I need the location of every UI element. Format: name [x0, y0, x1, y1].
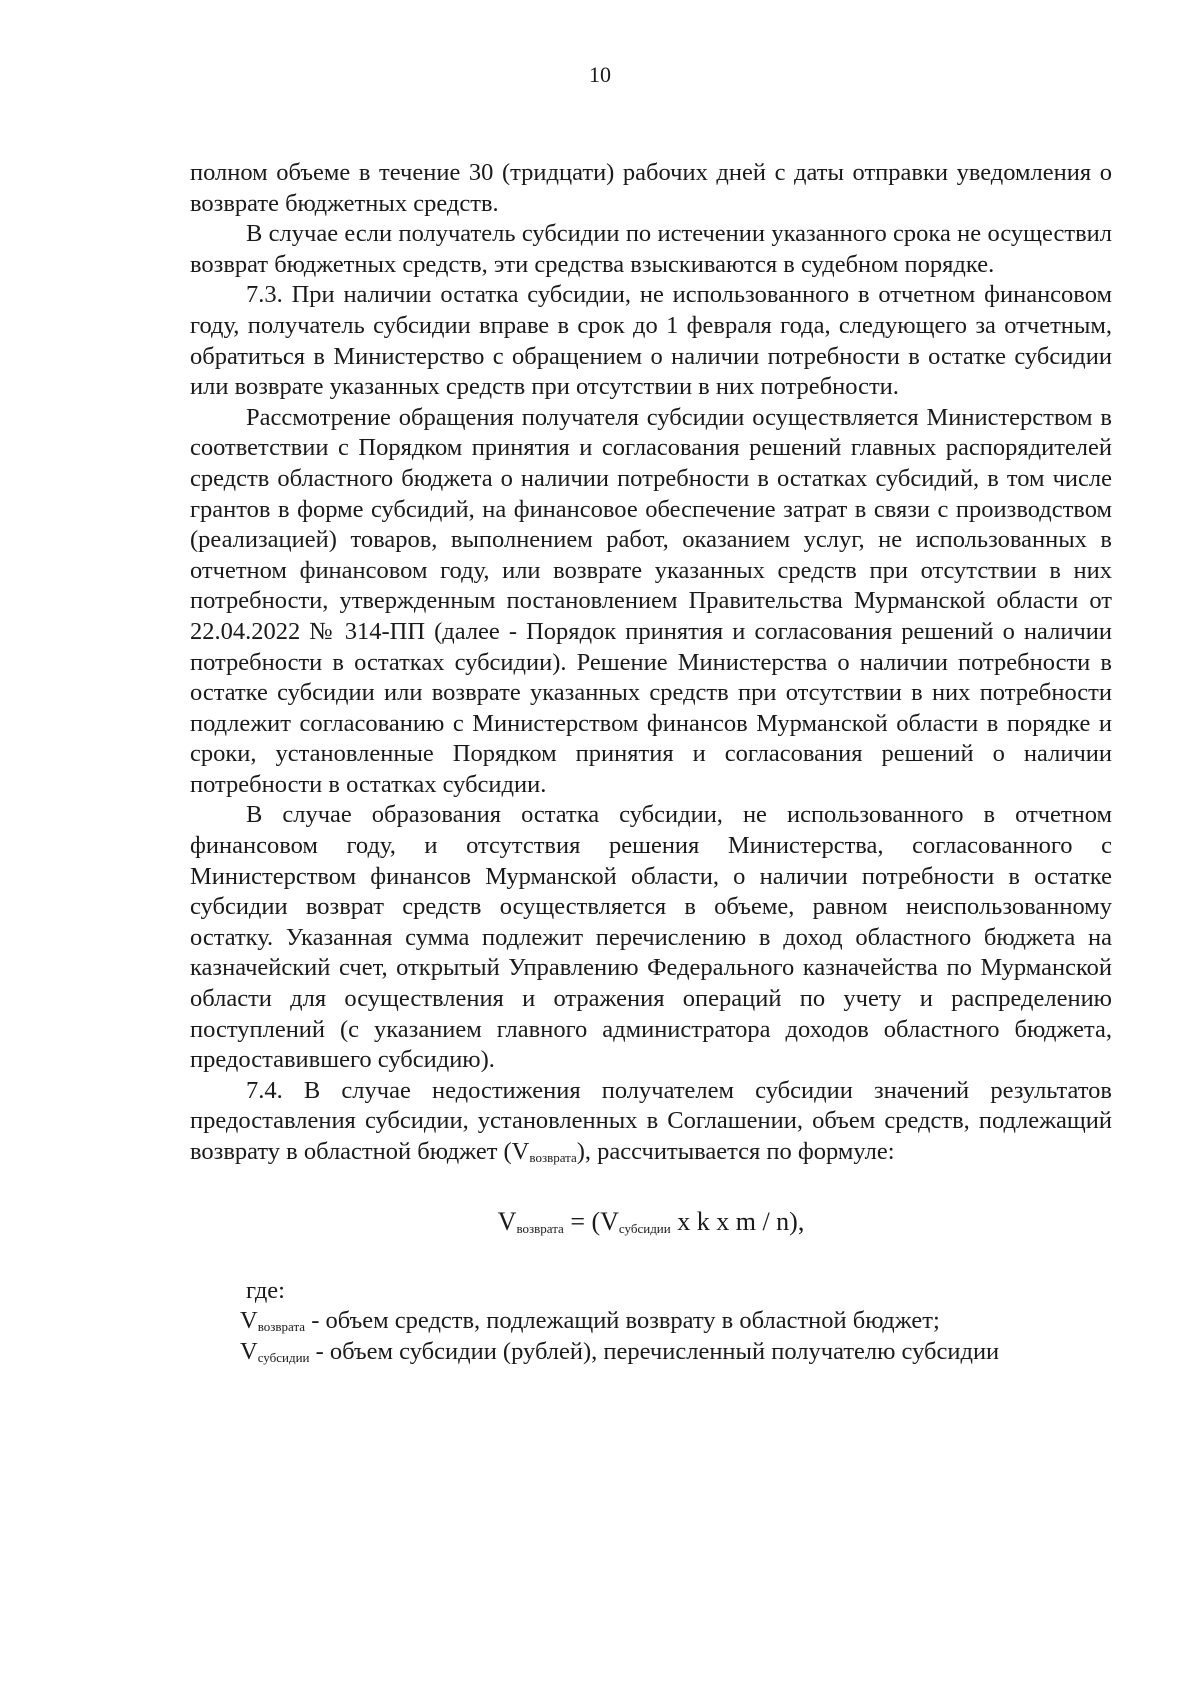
paragraph-court-recovery: В случае если получатель субсидии по истечении указанного срока не осуществил возврат бюджетных средств, эти средства взыскиваются в судебном порядке. — [190, 220, 1112, 278]
definition-v-subsidy — [190, 1337, 1112, 1368]
definition-v-return-text: - объем средств, подлежащий возврату в областной бюджет; — [305, 1307, 940, 1335]
definition-v-return-symbol: V — [240, 1307, 258, 1335]
paragraph-balance-return: В случае образования остатка субсидии, не использованного в отчетном финансовом году, и отсутствия решения Министерства, согласованного с Министерством финансов Мурманской области, о наличии потребности в остатке субсидии возврат средств осуществляется в объеме, равном неиспользованному остатку. Указанная сумма подлежит перечислению в доход областного бюджета на казначейский счет, открытый Управлению Федерального казначейства по Мурманской области для осуществления и отражения операций по учету и распределению поступлений (с указанием главного администратора доходов областного бюджета, предоставившего субсидию). — [190, 801, 1112, 1074]
paragraph-review-procedure: Рассмотрение обращения получателя субсидии осуществляется Министерством в соответствии с Порядком принятия и согласования решений главных распорядителей средств областного бюджета о наличии потребности в остатках субсидий, в том числе грантов в форме субсидий, на финансовое обеспечение затрат в связи с производством (реализацией) товаров, выполнением работ, оказанием услуг, не использованных в отчетном финансовом году, или возврате указанных средств при отсутствии в них потребности, утвержденным постановлением Правительства Мурманской области от 22.04.2022 № 314-ПП (далее - Порядок принятия и согласования решений о наличии потребности в остатках субсидии). Решение Министерства о наличии потребности в остатке субсидии или возврате указанных средств при отсутствии в них потребности подлежит согласованию с Министерством финансов Мурманской области в порядке и сроки, установленные Порядком принятия и согласования решений о наличии потребности в остатках субсидии. — [190, 403, 1112, 798]
formula-equals: = (V — [563, 1206, 619, 1236]
formula-sub-subsidy: субсидии — [618, 1220, 671, 1236]
definition-v-return — [190, 1306, 1112, 1337]
paragraph-7-3: 7.3. При наличии остатка субсидии, не использованного в отчетном финансовом году, получатель субсидии вправе в срок до 1 февраля года, следующего за отчетным, обратиться в Министерство с обращением о наличии потребности в остатке субсидии или возврате указанных средств при отсутствии в них потребности. — [190, 281, 1112, 401]
definition-v-return-subscript: возврата — [257, 1319, 306, 1335]
paragraph-7-4-part-2: ), рассчитывается по формуле: — [576, 1138, 895, 1165]
paragraph-7-4 — [190, 1076, 1112, 1168]
definition-v-subsidy-text: - объем субсидии (рублей), перечисленный получателю субсидии — [309, 1337, 1000, 1365]
where-label: где: — [246, 1276, 285, 1304]
return-formula — [190, 1206, 1112, 1238]
formula-tail: x k x m / n), — [670, 1206, 805, 1236]
paragraph-7-4-subscript: возврата — [529, 1150, 577, 1165]
page-number: 10 — [589, 62, 611, 87]
paragraph-7-4-part-1: 7.4. В случае недостижения получателем субсидии значений результатов предоставления субсидии, установленных в Соглашении, объем средств, подлежащий возврату в областной бюджет (V — [190, 1076, 1112, 1165]
formula-sub-return: возврата — [516, 1220, 564, 1236]
definition-v-subsidy-symbol: V — [240, 1337, 258, 1365]
document-body — [190, 158, 1112, 1367]
definition-v-subsidy-subscript: субсидии — [257, 1349, 310, 1365]
formula-v-return: V — [497, 1206, 517, 1236]
paragraph-continuation: полном объеме в течение 30 (тридцати) рабочих дней с даты отправки уведомления о возврате бюджетных средств. — [190, 159, 1112, 217]
